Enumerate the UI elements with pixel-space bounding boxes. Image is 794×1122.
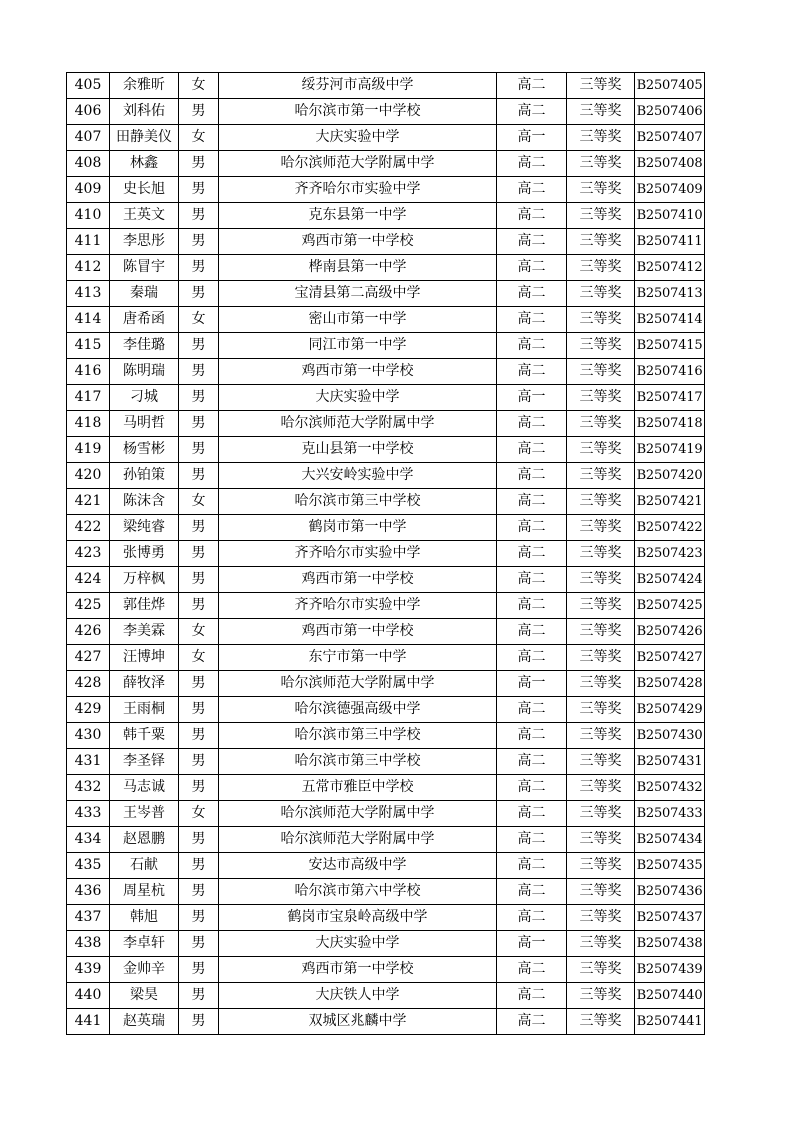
award-level-cell: 三等奖: [567, 125, 635, 151]
student-name-cell: 韩千粟: [110, 723, 179, 749]
student-name-cell: 梁纯睿: [110, 515, 179, 541]
certificate-number-cell: B2507437: [635, 905, 705, 931]
gender-cell: 女: [179, 125, 219, 151]
student-name-cell: 韩旭: [110, 905, 179, 931]
grade-cell: 高二: [497, 437, 567, 463]
award-level-cell: 三等奖: [567, 931, 635, 957]
award-level-cell: 三等奖: [567, 463, 635, 489]
award-level-cell: 三等奖: [567, 905, 635, 931]
award-level-cell: 三等奖: [567, 827, 635, 853]
certificate-number-cell: B2507419: [635, 437, 705, 463]
gender-cell: 男: [179, 697, 219, 723]
grade-cell: 高二: [497, 827, 567, 853]
certificate-number-cell: B2507411: [635, 229, 705, 255]
row-number-cell: 436: [67, 879, 110, 905]
table-row: [67, 203, 705, 229]
gender-cell: 男: [179, 463, 219, 489]
award-level-cell: 三等奖: [567, 489, 635, 515]
student-name-cell: 王岑普: [110, 801, 179, 827]
certificate-number-cell: B2507421: [635, 489, 705, 515]
table-row: [67, 853, 705, 879]
row-number-cell: 408: [67, 151, 110, 177]
table-row: [67, 255, 705, 281]
row-number-cell: 417: [67, 385, 110, 411]
school-name-cell: 哈尔滨市第一中学校: [219, 99, 497, 125]
certificate-number-cell: B2507435: [635, 853, 705, 879]
row-number-cell: 438: [67, 931, 110, 957]
student-name-cell: 赵恩鹏: [110, 827, 179, 853]
student-name-cell: 李圣铎: [110, 749, 179, 775]
student-name-cell: 唐希函: [110, 307, 179, 333]
grade-cell: 高二: [497, 229, 567, 255]
school-name-cell: 哈尔滨市第三中学校: [219, 723, 497, 749]
table-row: [67, 177, 705, 203]
student-name-cell: 薛牧泽: [110, 671, 179, 697]
table-row: [67, 463, 705, 489]
row-number-cell: 424: [67, 567, 110, 593]
grade-cell: 高二: [497, 359, 567, 385]
student-name-cell: 秦瑞: [110, 281, 179, 307]
row-number-cell: 439: [67, 957, 110, 983]
gender-cell: 男: [179, 567, 219, 593]
certificate-number-cell: B2507424: [635, 567, 705, 593]
certificate-number-cell: B2507412: [635, 255, 705, 281]
gender-cell: 女: [179, 619, 219, 645]
student-name-cell: 郭佳烨: [110, 593, 179, 619]
row-number-cell: 433: [67, 801, 110, 827]
grade-cell: 高二: [497, 203, 567, 229]
row-number-cell: 427: [67, 645, 110, 671]
gender-cell: 男: [179, 411, 219, 437]
school-name-cell: 双城区兆麟中学: [219, 1009, 497, 1035]
gender-cell: 男: [179, 879, 219, 905]
grade-cell: 高一: [497, 125, 567, 151]
award-level-cell: 三等奖: [567, 879, 635, 905]
school-name-cell: 五常市雅臣中学校: [219, 775, 497, 801]
grade-cell: 高二: [497, 73, 567, 99]
grade-cell: 高二: [497, 281, 567, 307]
table-row: [67, 749, 705, 775]
gender-cell: 男: [179, 229, 219, 255]
grade-cell: 高二: [497, 775, 567, 801]
student-name-cell: 刘科佑: [110, 99, 179, 125]
award-level-cell: 三等奖: [567, 1009, 635, 1035]
school-name-cell: 哈尔滨市第三中学校: [219, 749, 497, 775]
student-name-cell: 王英文: [110, 203, 179, 229]
school-name-cell: 克山县第一中学校: [219, 437, 497, 463]
award-level-cell: 三等奖: [567, 723, 635, 749]
certificate-number-cell: B2507426: [635, 619, 705, 645]
certificate-number-cell: B2507409: [635, 177, 705, 203]
student-name-cell: 梁昊: [110, 983, 179, 1009]
school-name-cell: 大庆实验中学: [219, 385, 497, 411]
row-number-cell: 414: [67, 307, 110, 333]
school-name-cell: 哈尔滨德强高级中学: [219, 697, 497, 723]
grade-cell: 高二: [497, 801, 567, 827]
school-name-cell: 齐齐哈尔市实验中学: [219, 541, 497, 567]
grade-cell: 高二: [497, 645, 567, 671]
award-level-cell: 三等奖: [567, 749, 635, 775]
table-row: [67, 801, 705, 827]
gender-cell: 男: [179, 1009, 219, 1035]
award-level-cell: 三等奖: [567, 229, 635, 255]
school-name-cell: 哈尔滨师范大学附属中学: [219, 151, 497, 177]
award-level-cell: 三等奖: [567, 775, 635, 801]
grade-cell: 高二: [497, 697, 567, 723]
student-name-cell: 李佳璐: [110, 333, 179, 359]
table-row: [67, 125, 705, 151]
award-level-cell: 三等奖: [567, 255, 635, 281]
school-name-cell: 东宁市第一中学: [219, 645, 497, 671]
student-name-cell: 张博勇: [110, 541, 179, 567]
table-row: [67, 905, 705, 931]
award-level-cell: 三等奖: [567, 333, 635, 359]
gender-cell: 男: [179, 385, 219, 411]
row-number-cell: 432: [67, 775, 110, 801]
row-number-cell: 440: [67, 983, 110, 1009]
certificate-number-cell: B2507425: [635, 593, 705, 619]
row-number-cell: 416: [67, 359, 110, 385]
award-level-cell: 三等奖: [567, 671, 635, 697]
grade-cell: 高一: [497, 671, 567, 697]
school-name-cell: 鸡西市第一中学校: [219, 229, 497, 255]
grade-cell: 高二: [497, 411, 567, 437]
student-name-cell: 李美霖: [110, 619, 179, 645]
gender-cell: 男: [179, 749, 219, 775]
table-row: [67, 411, 705, 437]
certificate-number-cell: B2507410: [635, 203, 705, 229]
student-name-cell: 马明哲: [110, 411, 179, 437]
table-row: [67, 437, 705, 463]
school-name-cell: 大庆实验中学: [219, 125, 497, 151]
student-name-cell: 万梓枫: [110, 567, 179, 593]
student-name-cell: 田静美仪: [110, 125, 179, 151]
gender-cell: 男: [179, 853, 219, 879]
school-name-cell: 宝清县第二高级中学: [219, 281, 497, 307]
gender-cell: 男: [179, 671, 219, 697]
award-level-cell: 三等奖: [567, 151, 635, 177]
school-name-cell: 哈尔滨师范大学附属中学: [219, 671, 497, 697]
school-name-cell: 哈尔滨师范大学附属中学: [219, 801, 497, 827]
table-row: [67, 515, 705, 541]
school-name-cell: 哈尔滨市第六中学校: [219, 879, 497, 905]
gender-cell: 男: [179, 99, 219, 125]
gender-cell: 男: [179, 983, 219, 1009]
table-row: [67, 229, 705, 255]
table-row: [67, 99, 705, 125]
school-name-cell: 安达市高级中学: [219, 853, 497, 879]
table-row: [67, 931, 705, 957]
award-level-cell: 三等奖: [567, 359, 635, 385]
award-level-cell: 三等奖: [567, 645, 635, 671]
school-name-cell: 哈尔滨师范大学附属中学: [219, 827, 497, 853]
award-level-cell: 三等奖: [567, 957, 635, 983]
gender-cell: 女: [179, 307, 219, 333]
school-name-cell: 密山市第一中学: [219, 307, 497, 333]
certificate-number-cell: B2507407: [635, 125, 705, 151]
gender-cell: 男: [179, 541, 219, 567]
school-name-cell: 鸡西市第一中学校: [219, 619, 497, 645]
award-level-cell: 三等奖: [567, 385, 635, 411]
table-row: [67, 1009, 705, 1035]
row-number-cell: 406: [67, 99, 110, 125]
award-level-cell: 三等奖: [567, 853, 635, 879]
school-name-cell: 齐齐哈尔市实验中学: [219, 593, 497, 619]
grade-cell: 高二: [497, 333, 567, 359]
grade-cell: 高二: [497, 1009, 567, 1035]
award-level-cell: 三等奖: [567, 203, 635, 229]
school-name-cell: 哈尔滨师范大学附属中学: [219, 411, 497, 437]
gender-cell: 女: [179, 801, 219, 827]
row-number-cell: 421: [67, 489, 110, 515]
student-name-cell: 陈沫含: [110, 489, 179, 515]
gender-cell: 男: [179, 905, 219, 931]
award-level-cell: 三等奖: [567, 515, 635, 541]
school-name-cell: 哈尔滨市第三中学校: [219, 489, 497, 515]
student-name-cell: 孙铂策: [110, 463, 179, 489]
school-name-cell: 齐齐哈尔市实验中学: [219, 177, 497, 203]
table-row: [67, 281, 705, 307]
student-name-cell: 余雅昕: [110, 73, 179, 99]
table-row: [67, 645, 705, 671]
table-row: [67, 697, 705, 723]
student-name-cell: 林鑫: [110, 151, 179, 177]
gender-cell: 女: [179, 73, 219, 99]
student-name-cell: 周星杭: [110, 879, 179, 905]
school-name-cell: 桦南县第一中学: [219, 255, 497, 281]
certificate-number-cell: B2507433: [635, 801, 705, 827]
row-number-cell: 415: [67, 333, 110, 359]
student-name-cell: 汪博坤: [110, 645, 179, 671]
grade-cell: 高二: [497, 515, 567, 541]
gender-cell: 女: [179, 489, 219, 515]
row-number-cell: 423: [67, 541, 110, 567]
certificate-number-cell: B2507441: [635, 1009, 705, 1035]
certificate-number-cell: B2507423: [635, 541, 705, 567]
table-row: [67, 879, 705, 905]
student-name-cell: 陈明瑞: [110, 359, 179, 385]
table-row: [67, 671, 705, 697]
student-name-cell: 李思彤: [110, 229, 179, 255]
award-level-cell: 三等奖: [567, 619, 635, 645]
row-number-cell: 420: [67, 463, 110, 489]
certificate-number-cell: B2507417: [635, 385, 705, 411]
row-number-cell: 411: [67, 229, 110, 255]
table-row: [67, 593, 705, 619]
student-name-cell: 王雨桐: [110, 697, 179, 723]
grade-cell: 高二: [497, 307, 567, 333]
certificate-number-cell: B2507429: [635, 697, 705, 723]
certificate-number-cell: B2507420: [635, 463, 705, 489]
grade-cell: 高二: [497, 723, 567, 749]
student-name-cell: 杨雪彬: [110, 437, 179, 463]
gender-cell: 男: [179, 437, 219, 463]
gender-cell: 男: [179, 723, 219, 749]
grade-cell: 高二: [497, 749, 567, 775]
grade-cell: 高二: [497, 489, 567, 515]
grade-cell: 高二: [497, 463, 567, 489]
school-name-cell: 鸡西市第一中学校: [219, 957, 497, 983]
row-number-cell: 412: [67, 255, 110, 281]
student-name-cell: 赵英瑞: [110, 1009, 179, 1035]
grade-cell: 高一: [497, 931, 567, 957]
row-number-cell: 410: [67, 203, 110, 229]
table-row: [67, 775, 705, 801]
row-number-cell: 425: [67, 593, 110, 619]
row-number-cell: 428: [67, 671, 110, 697]
school-name-cell: 绥芬河市高级中学: [219, 73, 497, 99]
table-body: [67, 73, 705, 1035]
award-level-cell: 三等奖: [567, 541, 635, 567]
certificate-number-cell: B2507414: [635, 307, 705, 333]
certificate-number-cell: B2507430: [635, 723, 705, 749]
student-name-cell: 李卓轩: [110, 931, 179, 957]
school-name-cell: 鸡西市第一中学校: [219, 359, 497, 385]
certificate-number-cell: B2507431: [635, 749, 705, 775]
certificate-number-cell: B2507418: [635, 411, 705, 437]
certificate-number-cell: B2507427: [635, 645, 705, 671]
school-name-cell: 鹤岗市宝泉岭高级中学: [219, 905, 497, 931]
table-row: [67, 385, 705, 411]
certificate-number-cell: B2507405: [635, 73, 705, 99]
gender-cell: 男: [179, 203, 219, 229]
grade-cell: 高二: [497, 905, 567, 931]
certificate-number-cell: B2507428: [635, 671, 705, 697]
grade-cell: 高二: [497, 957, 567, 983]
certificate-number-cell: B2507408: [635, 151, 705, 177]
certificate-number-cell: B2507434: [635, 827, 705, 853]
gender-cell: 男: [179, 255, 219, 281]
row-number-cell: 430: [67, 723, 110, 749]
grade-cell: 高二: [497, 255, 567, 281]
table-row: [67, 567, 705, 593]
student-name-cell: 陈冒宇: [110, 255, 179, 281]
table-row: [67, 983, 705, 1009]
row-number-cell: 413: [67, 281, 110, 307]
gender-cell: 男: [179, 515, 219, 541]
grade-cell: 高二: [497, 593, 567, 619]
gender-cell: 男: [179, 359, 219, 385]
row-number-cell: 407: [67, 125, 110, 151]
row-number-cell: 405: [67, 73, 110, 99]
gender-cell: 男: [179, 775, 219, 801]
gender-cell: 男: [179, 593, 219, 619]
school-name-cell: 大庆实验中学: [219, 931, 497, 957]
row-number-cell: 437: [67, 905, 110, 931]
gender-cell: 男: [179, 957, 219, 983]
table-row: [67, 359, 705, 385]
grade-cell: 高二: [497, 983, 567, 1009]
certificate-number-cell: B2507432: [635, 775, 705, 801]
award-level-cell: 三等奖: [567, 177, 635, 203]
row-number-cell: 409: [67, 177, 110, 203]
table-row: [67, 489, 705, 515]
gender-cell: 男: [179, 827, 219, 853]
school-name-cell: 克东县第一中学: [219, 203, 497, 229]
student-name-cell: 史长旭: [110, 177, 179, 203]
award-level-cell: 三等奖: [567, 437, 635, 463]
certificate-number-cell: B2507436: [635, 879, 705, 905]
grade-cell: 高二: [497, 541, 567, 567]
grade-cell: 高二: [497, 151, 567, 177]
award-list-table: [66, 72, 705, 1035]
student-name-cell: 石献: [110, 853, 179, 879]
award-level-cell: 三等奖: [567, 99, 635, 125]
table-row: [67, 307, 705, 333]
school-name-cell: 大庆铁人中学: [219, 983, 497, 1009]
award-level-cell: 三等奖: [567, 281, 635, 307]
row-number-cell: 418: [67, 411, 110, 437]
row-number-cell: 431: [67, 749, 110, 775]
award-level-cell: 三等奖: [567, 801, 635, 827]
table-row: [67, 619, 705, 645]
award-level-cell: 三等奖: [567, 307, 635, 333]
grade-cell: 高二: [497, 99, 567, 125]
certificate-number-cell: B2507413: [635, 281, 705, 307]
award-level-cell: 三等奖: [567, 73, 635, 99]
table-row: [67, 333, 705, 359]
award-level-cell: 三等奖: [567, 593, 635, 619]
certificate-number-cell: B2507415: [635, 333, 705, 359]
gender-cell: 男: [179, 931, 219, 957]
grade-cell: 高二: [497, 177, 567, 203]
grade-cell: 高二: [497, 853, 567, 879]
grade-cell: 高二: [497, 879, 567, 905]
row-number-cell: 441: [67, 1009, 110, 1035]
certificate-number-cell: B2507422: [635, 515, 705, 541]
grade-cell: 高二: [497, 619, 567, 645]
award-level-cell: 三等奖: [567, 411, 635, 437]
gender-cell: 男: [179, 333, 219, 359]
gender-cell: 男: [179, 151, 219, 177]
grade-cell: 高一: [497, 385, 567, 411]
certificate-number-cell: B2507438: [635, 931, 705, 957]
student-name-cell: 马志诚: [110, 775, 179, 801]
grade-cell: 高二: [497, 567, 567, 593]
student-name-cell: 金帅辛: [110, 957, 179, 983]
gender-cell: 女: [179, 645, 219, 671]
row-number-cell: 422: [67, 515, 110, 541]
row-number-cell: 429: [67, 697, 110, 723]
student-name-cell: 刁城: [110, 385, 179, 411]
award-level-cell: 三等奖: [567, 983, 635, 1009]
school-name-cell: 大兴安岭实验中学: [219, 463, 497, 489]
school-name-cell: 鸡西市第一中学校: [219, 567, 497, 593]
table-row: [67, 151, 705, 177]
certificate-number-cell: B2507439: [635, 957, 705, 983]
gender-cell: 男: [179, 177, 219, 203]
table-row: [67, 957, 705, 983]
award-level-cell: 三等奖: [567, 697, 635, 723]
table-row: [67, 541, 705, 567]
certificate-number-cell: B2507440: [635, 983, 705, 1009]
row-number-cell: 419: [67, 437, 110, 463]
school-name-cell: 鹤岗市第一中学: [219, 515, 497, 541]
award-level-cell: 三等奖: [567, 567, 635, 593]
table-row: [67, 73, 705, 99]
certificate-number-cell: B2507416: [635, 359, 705, 385]
gender-cell: 男: [179, 281, 219, 307]
row-number-cell: 426: [67, 619, 110, 645]
certificate-number-cell: B2507406: [635, 99, 705, 125]
row-number-cell: 434: [67, 827, 110, 853]
table-row: [67, 723, 705, 749]
school-name-cell: 同江市第一中学: [219, 333, 497, 359]
table-row: [67, 827, 705, 853]
row-number-cell: 435: [67, 853, 110, 879]
